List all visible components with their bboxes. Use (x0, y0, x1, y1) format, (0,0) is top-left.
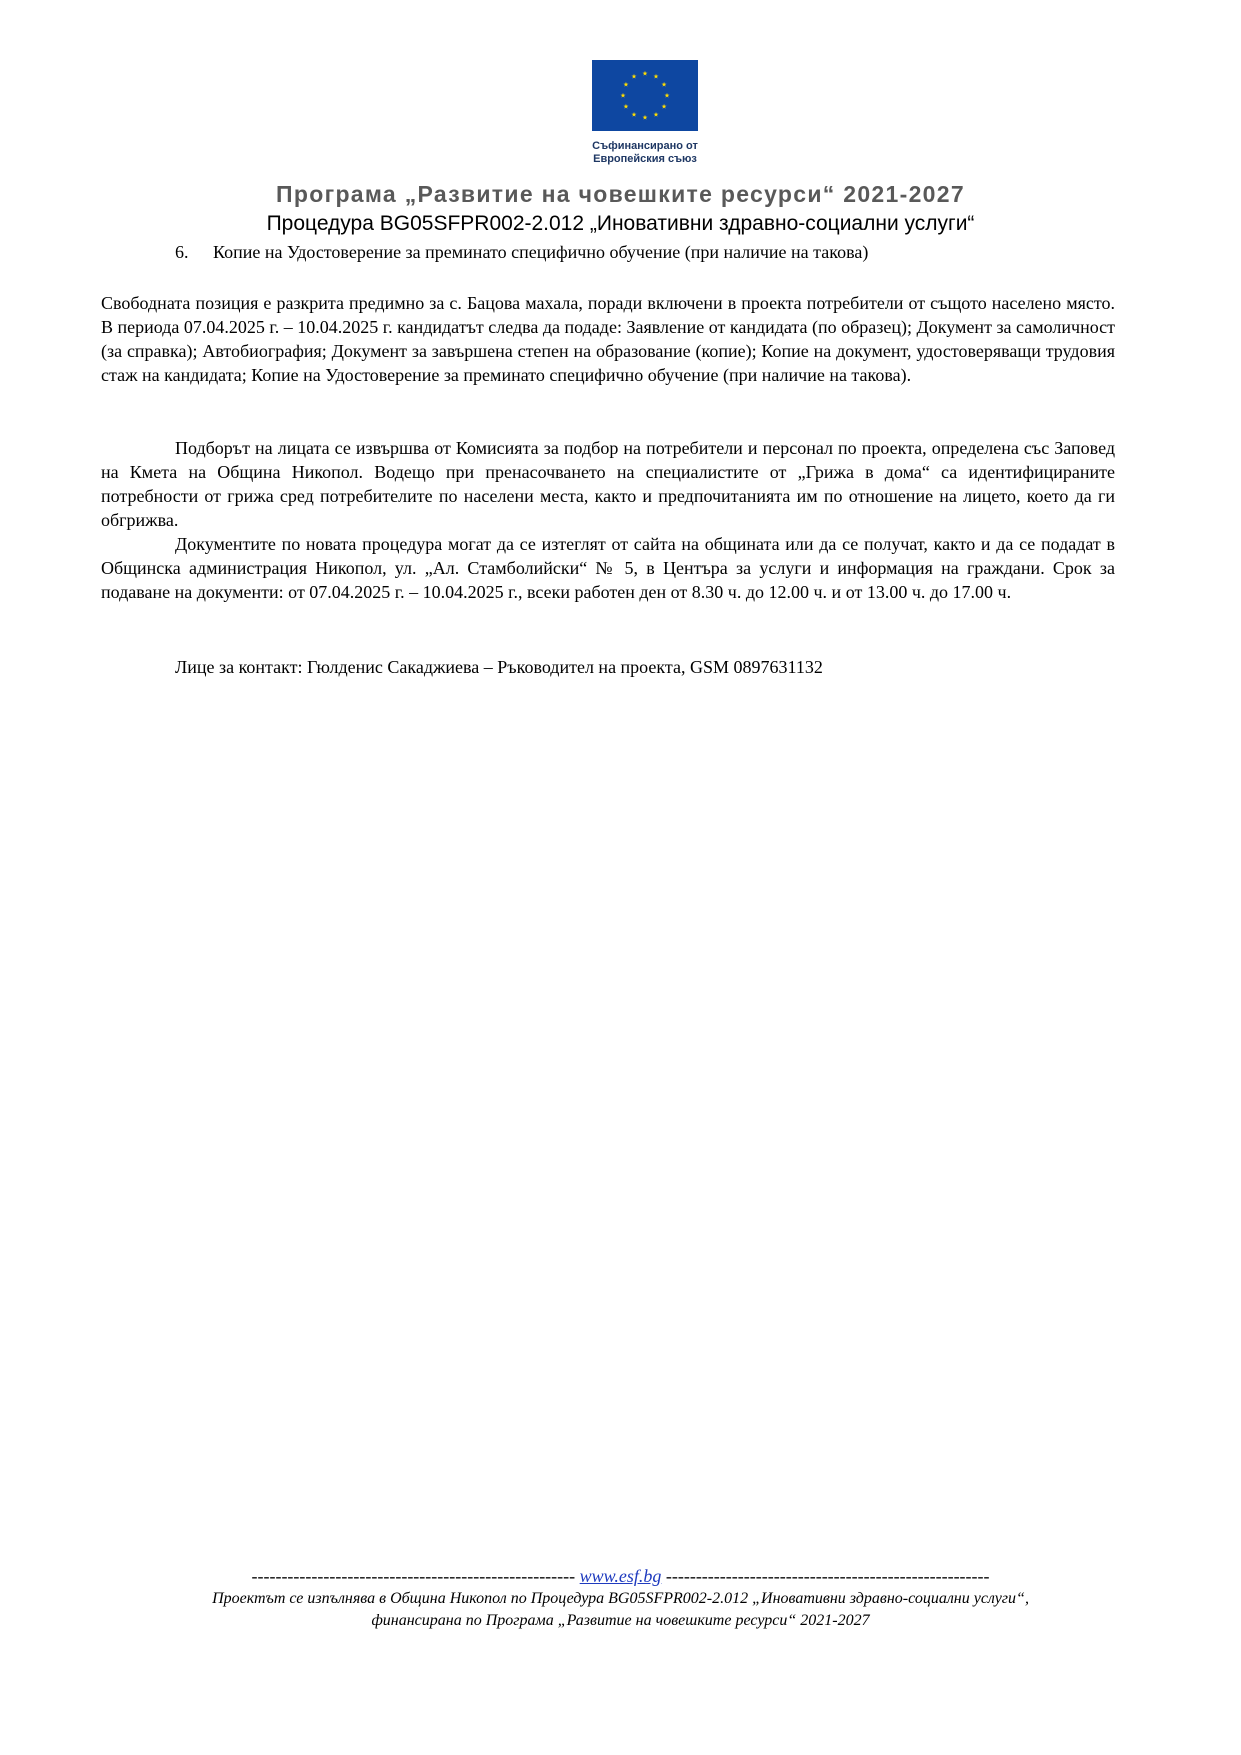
footer-dashes-left: ------------------------------------------------------ (251, 1566, 576, 1586)
list-item-text: Копие на Удостоверение за преминато специфично обучение (при наличие на такова) (213, 242, 869, 262)
list-item-number: 6. (175, 242, 189, 262)
paragraph-vacancy: Свободната позиция е разкрита предимно за с. Бацова махала, поради включени в проекта потребители от същото населено място. В периода 07.04.2025 г. – 10.04.2025 г. кандидатът следва да подаде: Заявление от кандидата (по образец); Документ за самоличност (за справка); Автобиография; Документ за завършена степен на образование (копие); Копие на документ, удостоверяващи трудовия стаж на кандидата; Копие на Удостоверение за преминато специфично обучение (при наличие на такова). (101, 293, 1115, 385)
cofinanced-line-1: Съфинансирано от (592, 140, 698, 152)
program-title: Програма „Развитие на човешките ресурси“ 2021-2027 (276, 181, 965, 207)
paragraph-documents: Документите по новата процедура могат да се изтеглят от сайта на общината или да се получат, както и да се подадат в Общинска администрация Никопол, ул. „Ал. Стамболийски“ № 5, в Центъра за услуги и информация на граждани. Срок за подаване на документи: от 07.04.2025 г. – 10.04.2025 г., всеки работен ден от 8.30 ч. до 12.00 ч. и от 13.00 ч. до 17.00 ч. (101, 534, 1115, 602)
esf-link[interactable]: www.esf.bg (579, 1566, 662, 1586)
footer-link-line (0, 1565, 1241, 1587)
contact-person: Лице за контакт: Гюлденис Сакаджиева – Ръководител на проекта, GSM 0897631132 (175, 657, 823, 677)
footer-dashes-right: ------------------------------------------------------ (665, 1566, 990, 1586)
eu-stars-icon (592, 60, 698, 131)
footer-note (0, 1588, 1241, 1632)
cofinanced-caption (560, 140, 730, 166)
procedure-title: Процедура BG05SFPR002-2.012 „Иновативни здравно-социални услуги“ (266, 212, 975, 235)
paragraph-selection: Подборът на лицата се извършва от Комисията за подбор на потребители и персонал по проекта, определена със Заповед на Кмета на Община Никопол. Водещо при пренасочването на специалистите от „Грижа в дома“ са идентифицираните потребности от грижа сред потребителите по населени места, както и предпочитанията им по отношение на лицето, което да ги обгрижва. (101, 438, 1115, 530)
footer-note-line-2: финансирана по Програма „Развитие на човешките ресурси“ 2021-2027 (371, 1612, 870, 1629)
list-item-6 (175, 240, 868, 264)
eu-flag-logo (592, 60, 698, 131)
footer-note-line-1: Проектът се изпълнява в Община Никопол по Процедура BG05SFPR002-2.012 „Иновативни здравно-социални услуги“, (212, 1590, 1029, 1607)
cofinanced-line-2: Европейския съюз (593, 153, 697, 165)
